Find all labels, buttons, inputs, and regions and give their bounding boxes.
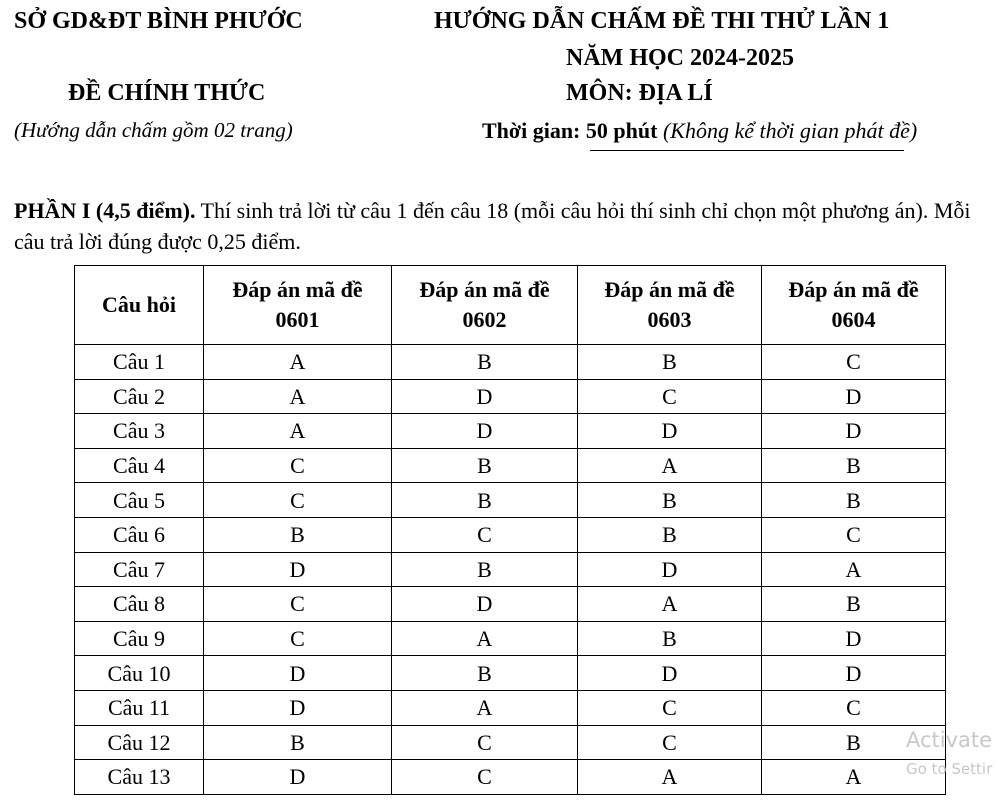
table-row <box>75 552 946 587</box>
pages-note: (Hướng dẫn chấm gồm 02 trang) <box>14 118 293 142</box>
answer-cell: D <box>204 656 392 691</box>
answer-cell: B <box>762 587 946 622</box>
answer-cell: B <box>204 517 392 552</box>
answer-cell: A <box>204 345 392 380</box>
header-answer-code <box>762 266 946 345</box>
question-cell: Câu 1 <box>75 345 204 380</box>
school-year: NĂM HỌC 2024-2025 <box>566 45 794 71</box>
question-cell: Câu 8 <box>75 587 204 622</box>
answer-cell: D <box>762 656 946 691</box>
title-underline <box>590 150 904 151</box>
table-row <box>75 414 946 449</box>
header-text: Câu hỏi <box>102 292 176 317</box>
answer-cell: D <box>392 414 578 449</box>
answer-cell: B <box>578 483 762 518</box>
header-answer-code <box>204 266 392 345</box>
question-cell: Câu 6 <box>75 517 204 552</box>
exam-time-line <box>482 118 917 144</box>
answer-cell: C <box>762 690 946 725</box>
answer-cell: A <box>578 587 762 622</box>
question-cell: Câu 4 <box>75 448 204 483</box>
answer-cell: B <box>392 345 578 380</box>
time-note: (Không kể thời gian phát đề) <box>657 118 918 143</box>
answer-cell: B <box>204 725 392 760</box>
answer-cell: D <box>392 379 578 414</box>
header-text: 0602 <box>462 307 507 332</box>
answer-cell: A <box>204 379 392 414</box>
answer-cell: A <box>578 448 762 483</box>
answer-cell: D <box>392 587 578 622</box>
table-row <box>75 725 946 760</box>
time-label: Thời gian: <box>482 118 586 143</box>
guide-title: HƯỚNG DẪN CHẤM ĐỀ THI THỬ LẦN 1 <box>434 8 890 34</box>
answer-cell: B <box>578 621 762 656</box>
answer-cell: C <box>762 345 946 380</box>
answer-cell: D <box>578 656 762 691</box>
question-cell: Câu 3 <box>75 414 204 449</box>
answer-cell: A <box>578 760 762 795</box>
question-cell: Câu 13 <box>75 760 204 795</box>
answer-cell: B <box>392 483 578 518</box>
answer-cell: C <box>578 690 762 725</box>
answer-cell: C <box>204 621 392 656</box>
time-value: 50 phút <box>585 118 658 143</box>
header-text: Đáp án mã đề <box>419 277 550 302</box>
answer-cell: A <box>762 552 946 587</box>
answer-cell: D <box>204 690 392 725</box>
answer-cell: A <box>392 690 578 725</box>
header-text: 0603 <box>647 307 692 332</box>
answer-cell: B <box>762 448 946 483</box>
table-row <box>75 483 946 518</box>
answer-cell: B <box>392 448 578 483</box>
answer-cell: D <box>762 621 946 656</box>
table-header-row <box>75 266 946 345</box>
answer-cell: C <box>762 517 946 552</box>
header-text: 0601 <box>275 307 320 332</box>
table-row <box>75 448 946 483</box>
question-cell: Câu 5 <box>75 483 204 518</box>
answer-key-table <box>74 265 946 795</box>
answer-cell: D <box>578 414 762 449</box>
header-answer-code <box>578 266 762 345</box>
answer-cell: B <box>762 725 946 760</box>
header-question <box>75 266 204 345</box>
question-cell: Câu 11 <box>75 690 204 725</box>
question-cell: Câu 12 <box>75 725 204 760</box>
answer-cell: C <box>578 725 762 760</box>
answer-cell: B <box>392 552 578 587</box>
table-row <box>75 587 946 622</box>
section-intro <box>14 195 989 257</box>
answer-cell: A <box>392 621 578 656</box>
header-text: Đáp án mã đề <box>604 277 735 302</box>
section-instructions: Thí sinh trả lời từ câu 1 đến câu 18 (mỗi câu hỏi thí sinh chỉ chọn một phương án). Mỗi câu trả lời đúng được 0,25 điểm. <box>14 198 971 254</box>
answer-cell: A <box>762 760 946 795</box>
header-text: 0604 <box>831 307 876 332</box>
answer-cell: D <box>762 414 946 449</box>
table-row <box>75 760 946 795</box>
question-cell: Câu 9 <box>75 621 204 656</box>
table-row <box>75 517 946 552</box>
answer-cell: D <box>204 552 392 587</box>
question-cell: Câu 7 <box>75 552 204 587</box>
answer-cell: B <box>392 656 578 691</box>
answer-cell: A <box>204 414 392 449</box>
question-cell: Câu 2 <box>75 379 204 414</box>
subject-label: MÔN: ĐỊA LÍ <box>566 80 713 106</box>
watermark-line-1: Activate <box>906 728 993 752</box>
answer-cell: C <box>392 517 578 552</box>
section-title: PHẦN I (4,5 điểm). <box>14 198 196 223</box>
answer-cell: D <box>762 379 946 414</box>
official-label: ĐỀ CHÍNH THỨC <box>68 80 266 106</box>
header-text: Đáp án mã đề <box>232 277 363 302</box>
header-text: Đáp án mã đề <box>788 277 919 302</box>
answer-cell: D <box>578 552 762 587</box>
department-name: SỞ GD&ĐT BÌNH PHƯỚC <box>14 8 303 34</box>
answer-cell: C <box>578 379 762 414</box>
answer-cell: C <box>392 725 578 760</box>
answer-cell: C <box>204 448 392 483</box>
answer-cell: C <box>392 760 578 795</box>
table-body <box>75 345 946 795</box>
answer-cell: C <box>204 483 392 518</box>
activate-watermark <box>906 728 992 778</box>
watermark-line-2: Go to Settir <box>906 760 993 778</box>
answer-cell: B <box>762 483 946 518</box>
answer-cell: D <box>204 760 392 795</box>
answer-cell: B <box>578 517 762 552</box>
table-row <box>75 656 946 691</box>
question-cell: Câu 10 <box>75 656 204 691</box>
answer-cell: C <box>204 587 392 622</box>
table-row <box>75 690 946 725</box>
table-row <box>75 621 946 656</box>
header-answer-code <box>392 266 578 345</box>
answer-cell: B <box>578 345 762 380</box>
table-row <box>75 345 946 380</box>
table-row <box>75 379 946 414</box>
